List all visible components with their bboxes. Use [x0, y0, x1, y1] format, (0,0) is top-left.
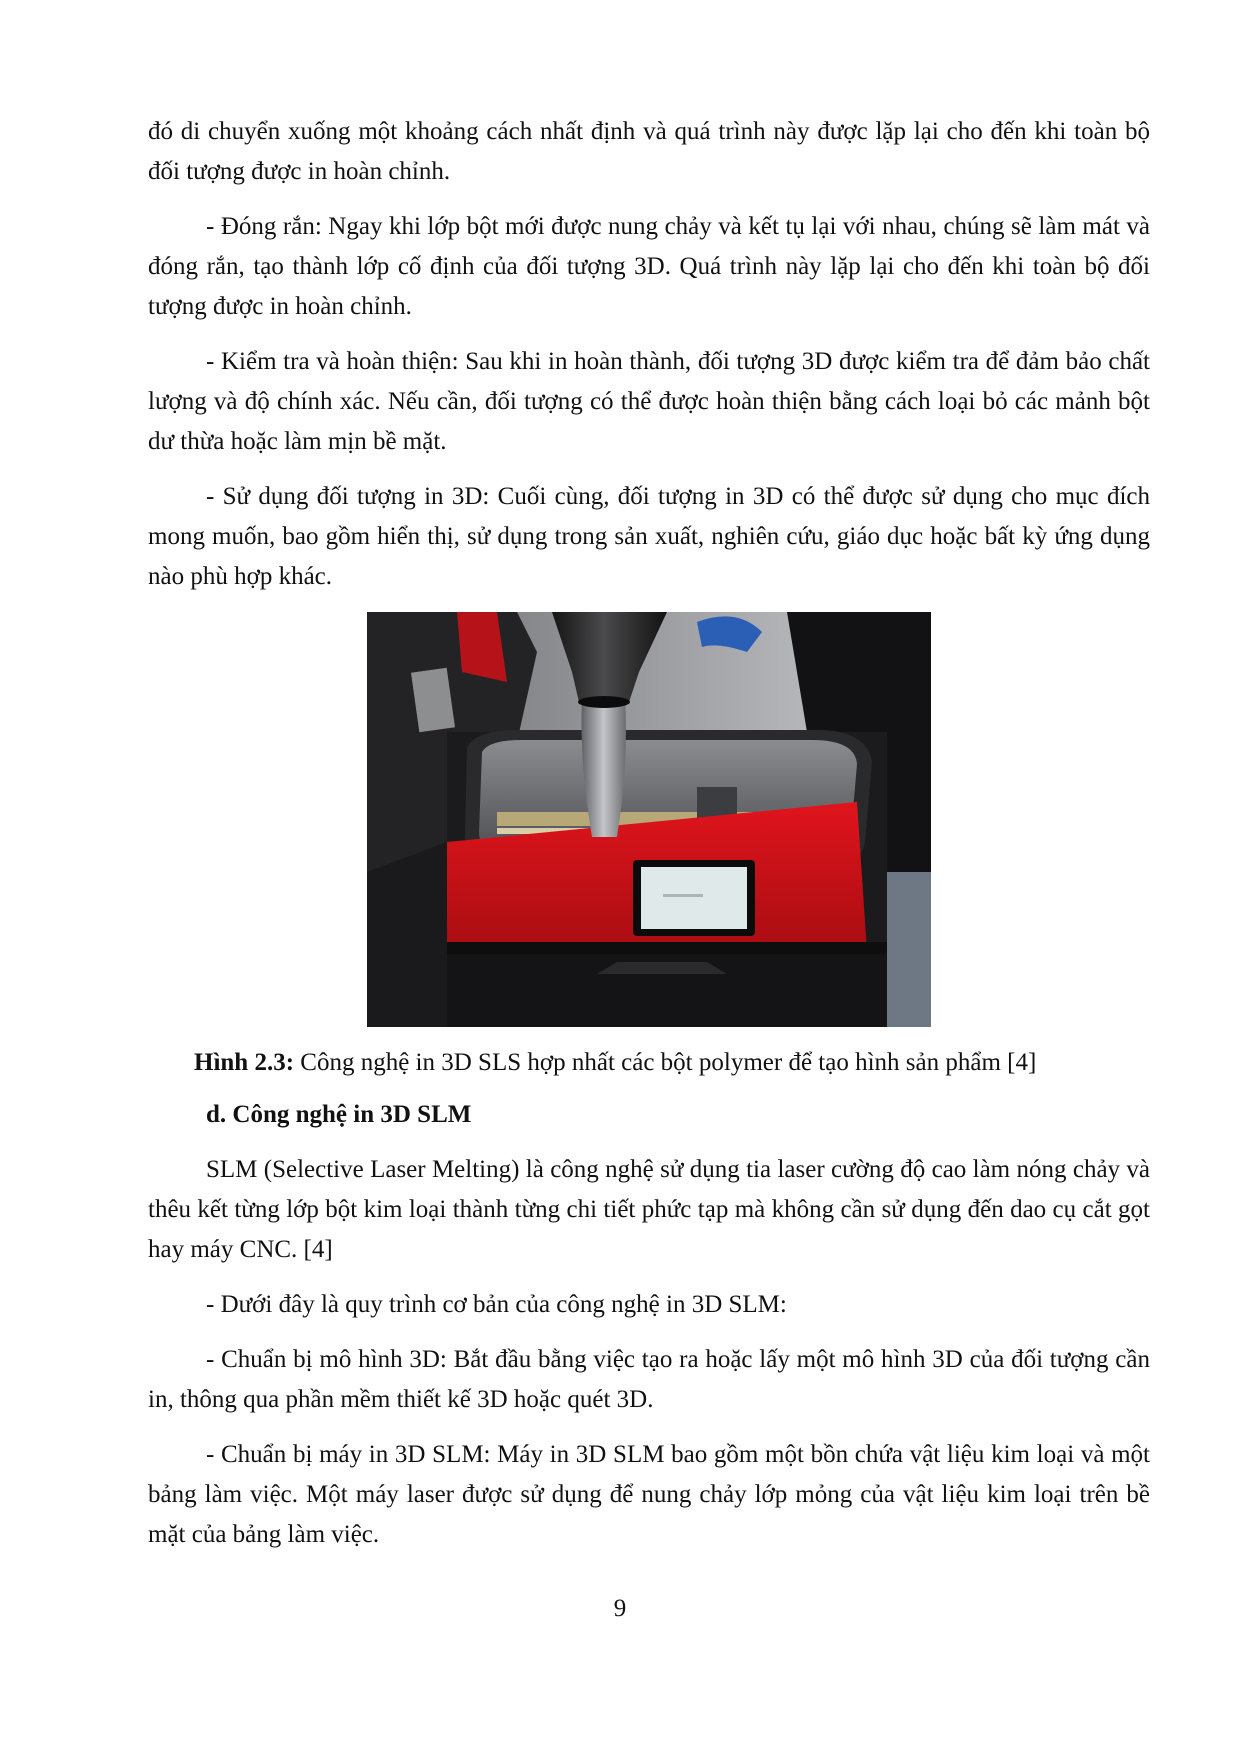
paragraph-slm-intro: SLM (Selective Laser Melting) là công nghệ sử dụng tia laser cường độ cao làm nóng chảy và thêu kết từng lớp bột kim loại thành từng chi tiết phức tạp mà không cần sử dụng đến dao cụ cắt gọt hay máy CNC. [4] — [148, 1156, 1150, 1263]
paragraph-su-dung: - Sử dụng đối tượng in 3D: Cuối cùng, đối tượng in 3D có thể được sử dụng cho mục đích mong muốn, bao gồm hiển thị, sử dụng trong sản xuất, nghiên cứu, giáo dục hoặc bất kỳ ứng dụng nào phù hợp khác. — [148, 483, 1150, 590]
paragraph-model-prep: - Chuẩn bị mô hình 3D: Bắt đầu bằng việc tạo ra hoặc lấy một mô hình 3D của đối tượng cần in, thông qua phần mềm thiết kế 3D hoặc quét 3D. — [148, 1346, 1150, 1413]
section-heading: d. Công nghệ in 3D SLM — [206, 1101, 472, 1128]
paragraph-continuation: đó di chuyển xuống một khoảng cách nhất định và quá trình này được lặp lại cho đến khi toàn bộ đối tượng được in hoàn chỉnh. — [148, 118, 1150, 185]
page-number: 9 — [613, 1595, 627, 1622]
paragraph-process-intro: - Dưới đây là quy trình cơ bản của công nghệ in 3D SLM: — [206, 1291, 787, 1318]
page-content — [148, 112, 1150, 1570]
figure-caption-text: Công nghệ in 3D SLS hợp nhất các bột polymer để tạo hình sản phẩm [4] — [294, 1049, 1037, 1076]
figure-caption — [148, 1043, 1150, 1083]
figure-label: Hình 2.3: — [194, 1049, 295, 1076]
paragraph-kiem-tra: - Kiểm tra và hoàn thiện: Sau khi in hoàn thành, đối tượng 3D được kiểm tra để đảm bảo chất lượng và độ chính xác. Nếu cần, đối tượng có thể được hoàn thiện bằng cách loại bỏ các mảnh bột dư thừa hoặc làm mịn bề mặt. — [148, 348, 1150, 455]
sls-printer-photo — [367, 612, 931, 1027]
figure-container — [148, 612, 1150, 1027]
paragraph-dong-ran: - Đóng rắn: Ngay khi lớp bột mới được nung chảy và kết tụ lại với nhau, chúng sẽ làm mát và đóng rắn, tạo thành lớp cố định của đối tượng 3D. Quá trình này lặp lại cho đến khi toàn bộ đối tượng được in hoàn chỉnh. — [148, 213, 1150, 320]
paragraph-printer-prep: - Chuẩn bị máy in 3D SLM: Máy in 3D SLM bao gồm một bồn chứa vật liệu kim loại và một bảng làm việc. Một máy laser được sử dụng để nung chảy lớp mỏng của vật liệu kim loại trên bề mặt của bảng làm việc. — [148, 1441, 1150, 1548]
